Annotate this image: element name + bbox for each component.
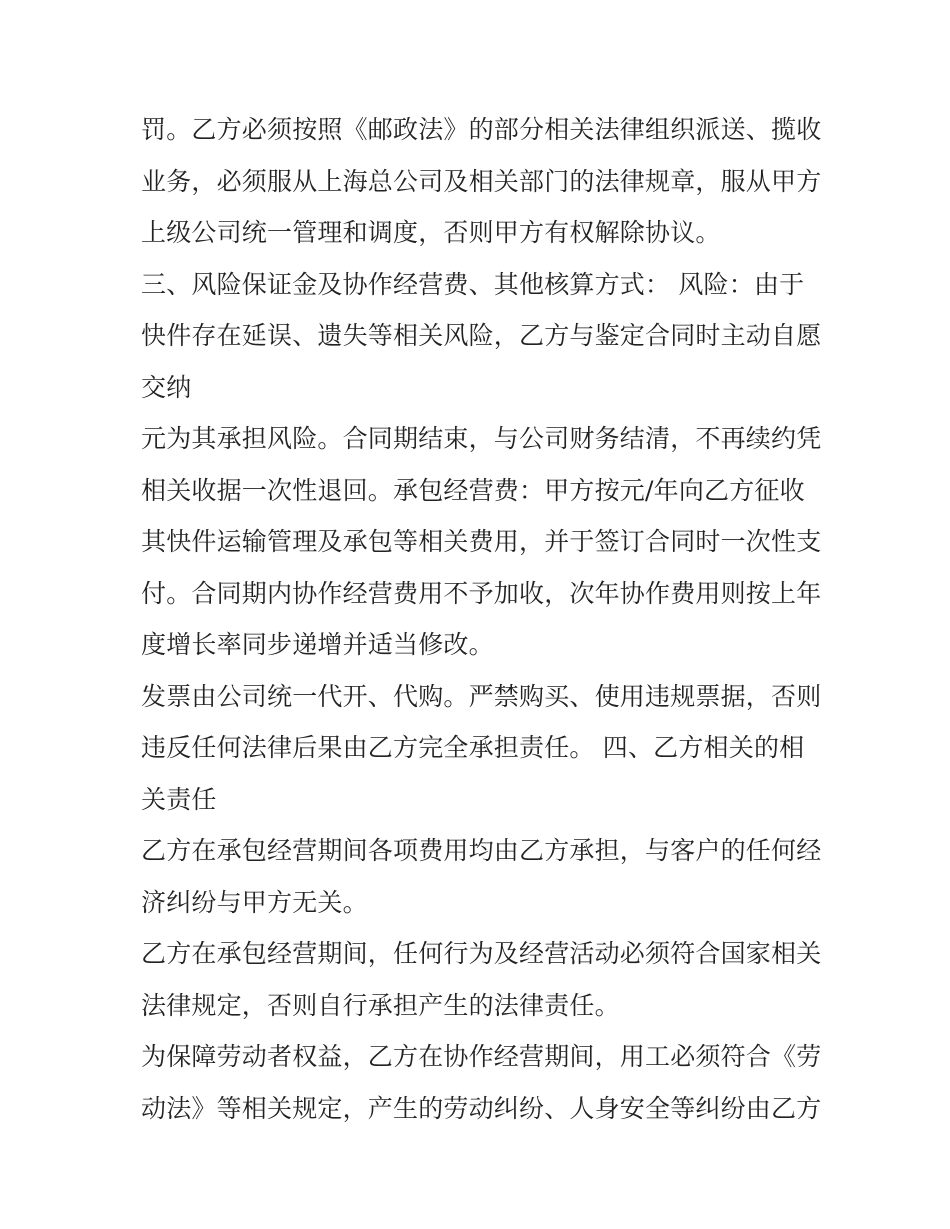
- text-line: 三、风险保证金及协作经营费、其他核算方式： 风险：由于: [141, 269, 805, 299]
- text-line: 动法》等相关规定，产生的劳动纠纷、人身安全等纠纷由乙方: [141, 1093, 822, 1123]
- text-line: 违反任何法律后果由乙方完全承担责任。 四、乙方相关的相: [141, 733, 805, 762]
- text-line: 快件存在延误、遗失等相关风险，乙方与鉴定合同时主动自愿: [141, 321, 822, 350]
- text-line: 交纳: [141, 372, 192, 402]
- text-line: 济纠纷与甲方无关。: [141, 887, 368, 917]
- document-body: [141, 104, 841, 1134]
- text-line: 法律规定，否则自行承担产生的法律责任。: [141, 990, 620, 1020]
- text-line: 业务，必须服从上海总公司及相关部门的法律规章，服从甲方: [141, 166, 822, 196]
- text-line: 乙方在承包经营期间各项费用均由乙方承担，与客户的任何经: [141, 836, 822, 865]
- text-line: 相关收据一次性退回。承包经营费：甲方按元/年向乙方征收: [141, 475, 805, 505]
- text-line: 付。合同期内协作经营费用不予加收，次年协作费用则按上年: [141, 578, 822, 608]
- text-line: 上级公司统一管理和调度，否则甲方有权解除协议。: [141, 218, 721, 247]
- text-line: 其快件运输管理及承包等相关费用，并于签订合同时一次性支: [141, 527, 822, 556]
- text-line: 罚。乙方必须按照《邮政法》的部分相关法律组织派送、揽收: [141, 115, 822, 144]
- text-line: 发票由公司统一代开、代购。严禁购买、使用违规票据，否则: [141, 681, 822, 711]
- text-line: 度增长率同步递增并适当修改。: [141, 630, 494, 659]
- text-line: 为保障劳动者权益，乙方在协作经营期间，用工必须符合《劳: [141, 1042, 822, 1071]
- text-line: 关责任: [141, 784, 217, 814]
- text-line: 元为其承担风险。合同期结束，与公司财务结清，不再续约凭: [141, 424, 822, 453]
- text-line: 乙方在承包经营期间，任何行为及经营活动必须符合国家相关: [141, 939, 822, 968]
